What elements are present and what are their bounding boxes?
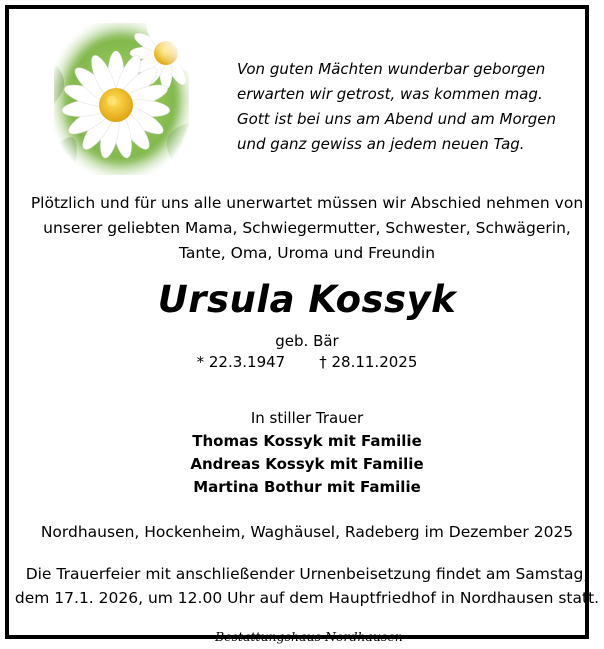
poem	[237, 57, 587, 157]
mourning-heading: In stiller Trauer	[250, 409, 364, 427]
poem-line: und ganz gewiss an jedem neuen Tag.	[237, 135, 525, 153]
mourners-block	[9, 407, 604, 499]
funeral-home: - Bestattungshaus Nordhausen-	[206, 629, 408, 644]
life-dates	[9, 351, 604, 373]
intro-line: Plötzlich und für uns alle unerwartet müssen wir Abschied nehmen von	[30, 194, 584, 212]
poem-line: Von guten Mächten wunderbar geborgen	[237, 60, 546, 78]
daisy-flowers-icon	[54, 23, 189, 175]
funeral-info	[9, 562, 604, 610]
funeral-line: Die Trauerfeier mit anschließender Urnenbeisetzung findet am Samstag,	[25, 565, 589, 583]
funeral-line: dem 17.1. 2026, um 12.00 Uhr auf dem Hauptfriedhof in Nordhausen statt.	[14, 589, 600, 607]
intro-line: Tante, Oma, Uroma und Freundin	[178, 244, 436, 262]
obituary-notice	[5, 5, 600, 644]
poem-line: erwarten wir getrost, was kommen mag.	[237, 85, 543, 103]
death-date: † 28.11.2025	[319, 353, 418, 371]
poem-line: Gott ist bei uns am Abend und am Morgen	[237, 110, 557, 128]
mourner: Martina Bothur mit Familie	[193, 478, 421, 496]
intro-line: unserer geliebten Mama, Schwiegermutter, Schwester, Schwägerin,	[43, 219, 571, 237]
deceased-name: Ursula Kossyk	[157, 278, 457, 321]
mourner: Andreas Kossyk mit Familie	[190, 455, 424, 473]
intro-text	[9, 191, 604, 266]
mourner: Thomas Kossyk mit Familie	[192, 432, 422, 450]
places-and-date: Nordhausen, Hockenheim, Waghäusel, Radeberg im Dezember 2025	[40, 523, 574, 541]
birth-date: * 22.3.1947	[196, 353, 286, 371]
birth-name: geb. Bär	[275, 332, 339, 350]
